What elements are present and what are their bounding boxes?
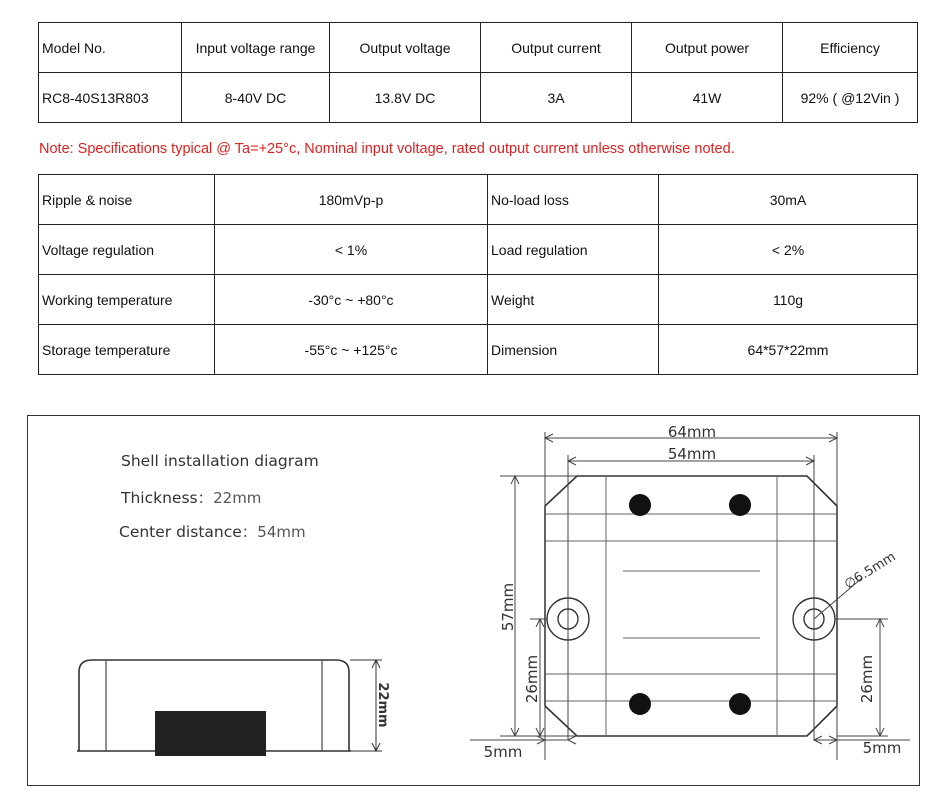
dim-left-lower: 26mm <box>523 654 541 704</box>
header-output-power: Output power <box>632 23 783 73</box>
row-value: < 1% <box>215 225 488 275</box>
dim-right-lower: 26mm <box>858 654 876 704</box>
dim-height: 57mm <box>499 582 517 632</box>
cell-model-no: RC8-40S13R803 <box>39 73 182 123</box>
thickness-value: 22mm <box>213 489 262 507</box>
dim-hole-diameter: ∅6.5mm <box>841 549 899 593</box>
header-output-current: Output current <box>481 23 632 73</box>
center-distance-value: 54mm <box>257 523 306 541</box>
dim-left-offset: 5mm <box>483 743 523 761</box>
thickness-label: Thickness： <box>121 489 214 507</box>
dim-width-center: 54mm <box>667 445 717 463</box>
row-label: Load regulation <box>488 225 659 275</box>
cell-input-voltage: 8-40V DC <box>182 73 330 123</box>
header-input-voltage: Input voltage range <box>182 23 330 73</box>
row-value: -30°c ~ +80°c <box>215 275 488 325</box>
header-efficiency: Efficiency <box>783 23 918 73</box>
diagram-title: Shell installation diagram <box>121 452 319 470</box>
row-value: -55°c ~ +125°c <box>215 325 488 375</box>
screw-icon <box>629 494 651 516</box>
row-label: No-load loss <box>488 175 659 225</box>
row-label: Weight <box>488 275 659 325</box>
top-view-body <box>545 476 837 736</box>
spec-note: Note: Specifications typical @ Ta=+25°c, Nominal input voltage, rated output current unless otherwise noted. <box>39 141 735 157</box>
dimension-lines <box>470 432 910 760</box>
row-value: 64*57*22mm <box>659 325 918 375</box>
cell-efficiency: 92% ( @12Vin ) <box>783 73 918 123</box>
row-label: Storage temperature <box>39 325 215 375</box>
row-value: 30mA <box>659 175 918 225</box>
top-view-ribs <box>545 476 837 736</box>
row-value: 180mVp-p <box>215 175 488 225</box>
screw-icon <box>729 494 751 516</box>
row-label: Ripple & noise <box>39 175 215 225</box>
center-distance-label: Center distance： <box>119 523 258 541</box>
screw-icon <box>729 693 751 715</box>
row-value: < 2% <box>659 225 918 275</box>
cell-output-current: 3A <box>481 73 632 123</box>
row-label: Dimension <box>488 325 659 375</box>
row-value: 110g <box>659 275 918 325</box>
screw-icon <box>629 693 651 715</box>
dim-right-offset: 5mm <box>862 739 902 757</box>
header-model-no: Model No. <box>39 23 182 73</box>
header-output-voltage: Output voltage <box>330 23 481 73</box>
cell-output-voltage: 13.8V DC <box>330 73 481 123</box>
row-label: Voltage regulation <box>39 225 215 275</box>
mounting-holes <box>547 598 835 640</box>
row-label: Working temperature <box>39 275 215 325</box>
terminal-block <box>155 711 266 756</box>
dim-width-total: 64mm <box>667 423 717 441</box>
terminal-screws <box>629 494 751 715</box>
cell-output-power: 41W <box>632 73 783 123</box>
side-height-label: 22mm <box>375 682 390 728</box>
